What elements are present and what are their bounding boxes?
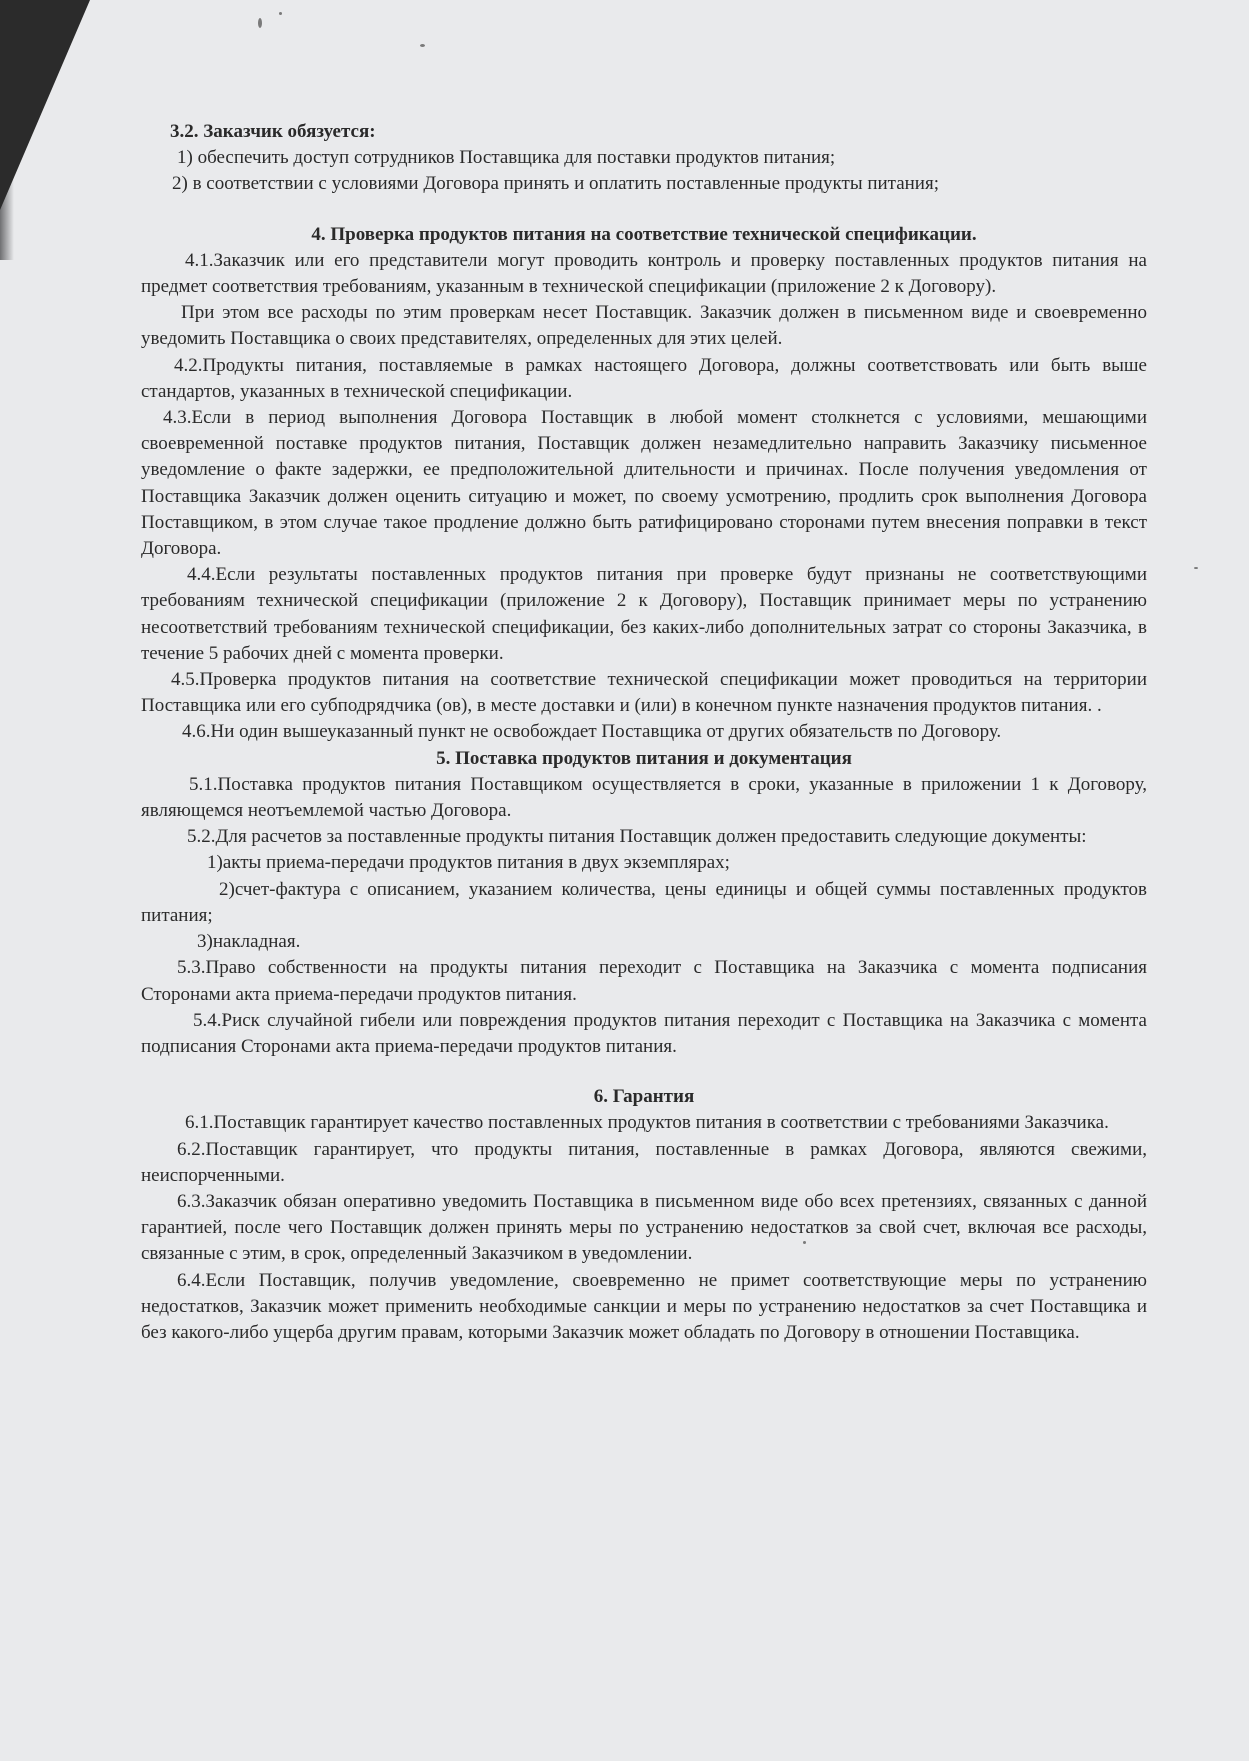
scan-speck xyxy=(279,12,282,15)
paragraph: 6.3.Заказчик обязан оперативно уведомить Поставщика в письменном виде обо всех претензиях, связанных с данной гарантией, после чего Поставщик должен принять меры по устранению недостатков за свой счет, включая все расходы, связанные с этим, в срок, определенный Заказчиком в уведомлении. xyxy=(141,1190,1147,1265)
paragraph: 5.1.Поставка продуктов питания Поставщиком осуществляется в сроки, указанные в приложении 1 к Договору, являющемся неотъемлемой частью Договора. xyxy=(141,773,1147,822)
paragraph: 5.4.Риск случайной гибели или повреждения продуктов питания переходит с Поставщика на Заказчика с момента подписания Сторонами акта приема-передачи продуктов питания. xyxy=(141,1009,1147,1057)
paragraph: 6.2.Поставщик гарантирует, что продукты питания, поставленные в рамках Договора, являются свежими, неиспорченными. xyxy=(141,1138,1147,1186)
paragraph: 4.5.Проверка продуктов питания на соответствие технической спецификации может проводиться на территории Поставщика или его субподрядчика (ов), в месте доставки и (или) в конечном пункте назначения продуктов питания. . xyxy=(141,669,1147,717)
scan-corner-shadow xyxy=(0,0,90,210)
paragraph: При этом все расходы по этим проверкам несет Поставщик. Заказчик должен в письменном виде и своевременно уведомить Поставщика о своих представителях, определенных для этих целей. xyxy=(141,302,1147,350)
scan-speck xyxy=(1194,567,1198,569)
section-5-heading: 5. Поставка продуктов питания и документация xyxy=(436,747,852,769)
scan-speck xyxy=(258,18,262,28)
section-4-heading: 4. Проверка продуктов питания на соответствие технической спецификации. xyxy=(311,223,977,245)
list-item: 3)накладная. xyxy=(197,931,301,953)
list-item: 2)счет-фактура с описанием, указанием количества, цены единицы и общей суммы поставленных продуктов питания; xyxy=(141,878,1147,926)
paragraph: 4.2.Продукты питания, поставляемые в рамках настоящего Договора, должны соответствовать или быть выше стандартов, указанных в технической спецификации. xyxy=(141,354,1147,402)
paragraph: 4.4.Если результаты поставленных продуктов питания при проверке будут признаны не соответствующими требованиям технической спецификации (приложение 2 к Договору), Поставщик принимает меры по устранению несоответствий требованиям технической спецификации, без каких-либо дополнительных затрат со стороны Заказчика, в течение 5 рабочих дней с момента проверки. xyxy=(141,564,1147,664)
paragraph: 6.4.Если Поставщик, получив уведомление, своевременно не примет соответствующие меры по устранению недостатков, Заказчик может применить необходимые санкции и меры по устранению недостатков за счет Поставщика и без какого-либо ущерба другим правам, которыми Заказчик может обладать по Договору в отношении Поставщика. xyxy=(141,1269,1147,1343)
list-item: 2) в соответствии с условиями Договора принять и оплатить поставленные продукты питания; xyxy=(172,173,939,195)
paragraph: 6.1.Поставщик гарантирует качество поставленных продуктов питания в соответствии с требованиями Заказчика. xyxy=(185,1112,1109,1134)
list-item: 1) обеспечить доступ сотрудников Поставщика для поставки продуктов питания; xyxy=(177,147,836,169)
list-item: 1)акты приема-передачи продуктов питания в двух экземплярах; xyxy=(207,852,730,874)
paragraph: 4.6.Ни один вышеуказанный пункт не освобождает Поставщика от других обязательств по Договору. xyxy=(182,721,1002,743)
spacer xyxy=(141,198,1147,222)
document-page xyxy=(141,119,1147,1346)
spacer xyxy=(141,1060,1147,1084)
scan-speck xyxy=(420,44,425,47)
section-3-2-heading: 3.2. Заказчик обязуется: xyxy=(170,121,376,142)
paragraph: 5.3.Право собственности на продукты питания переходит с Поставщика на Заказчика с момента подписания Сторонами акта приема-передачи продуктов питания. xyxy=(141,957,1147,1005)
paragraph: 5.2.Для расчетов за поставленные продукты питания Поставщик должен предоставить следующие документы: xyxy=(187,826,1087,848)
section-6-heading: 6. Гарантия xyxy=(593,1086,695,1108)
paragraph: 4.1.Заказчик или его представители могут проводить контроль и проверку поставленных продуктов питания на предмет соответствия требованиям, указанным в технической спецификации (приложение 2 к Договору). xyxy=(141,249,1147,298)
paragraph: 4.3.Если в период выполнения Договора Поставщик в любой момент столкнется с условиями, мешающими своевременной поставке продуктов питания, Поставщик должен незамедлительно направить Заказчику письменное уведомление о факте задержки, ее предположительной длительности и причинах. После получения уведомления от Поставщика Заказчик должен оценить ситуацию и может, по своему усмотрению, продлить срок выполнения Договора Поставщиком, в этом случае такое продление должно быть ратифицировано сторонами путем внесения поправки в текст Договора. xyxy=(141,407,1147,560)
